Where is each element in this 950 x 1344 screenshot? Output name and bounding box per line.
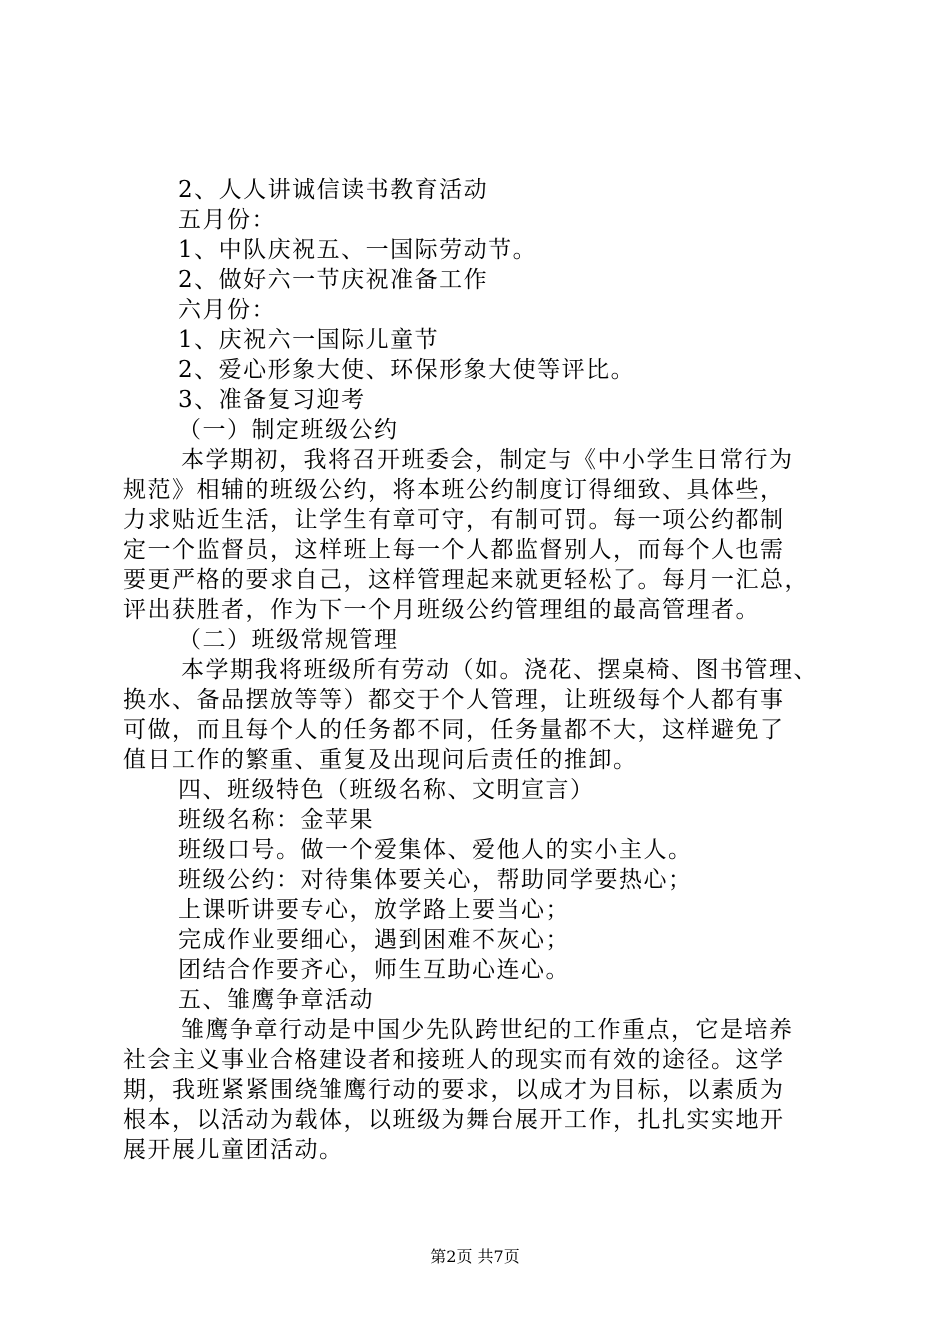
text-line: 团结合作要齐心，师生互助心连心。 bbox=[178, 957, 570, 983]
text-line: 六月份： bbox=[178, 297, 276, 323]
paragraph bbox=[123, 445, 835, 625]
paragraph-line: 根本，以活动为载体，以班级为舞台展开工作，扎扎实实地开 bbox=[123, 1107, 785, 1133]
paragraph-line: 规范》相辅的班级公约，将本班公约制度订得细致、具体些， bbox=[123, 477, 785, 503]
paragraph-line: 定一个监督员，这样班上每一个人都监督别人，而每个人也需 bbox=[123, 537, 785, 563]
paragraph bbox=[123, 655, 835, 775]
text-line: 班级口号。做一个爱集体、爱他人的实小主人。 bbox=[178, 837, 693, 863]
paragraph-line: 可做，而且每个人的任务都不同，任务量都不大，这样避免了 bbox=[123, 717, 785, 743]
text-line: 班级名称：金苹果 bbox=[178, 807, 374, 833]
text-line: 2、人人讲诚信读书教育活动 bbox=[178, 177, 489, 203]
section-heading: 五、雏鹰争章活动 bbox=[178, 987, 374, 1013]
paragraph-line: 雏鹰争章行动是中国少先队跨世纪的工作重点，它是培养 bbox=[181, 1017, 794, 1043]
paragraph-line: 本学期初，我将召开班委会，制定与《中小学生日常行为 bbox=[181, 447, 794, 473]
paragraph-line: 值日工作的繁重、重复及出现问后责任的推卸。 bbox=[123, 747, 638, 773]
section-heading: 四、班级特色（班级名称、文明宣言） bbox=[178, 777, 595, 803]
text-line: 2、做好六一节庆祝准备工作 bbox=[178, 267, 489, 293]
paragraph-line: 要更严格的要求自己，这样管理起来就更轻松了。每月一汇总， bbox=[123, 567, 809, 593]
paragraph-line: 期，我班紧紧围绕雏鹰行动的要求，以成才为目标，以素质为 bbox=[123, 1077, 785, 1103]
text-line: 上课听讲要专心，放学路上要当心； bbox=[178, 897, 570, 923]
text-line: 1、庆祝六一国际儿童节 bbox=[178, 327, 440, 353]
document-body bbox=[123, 175, 835, 1165]
section-heading: （一）制定班级公约 bbox=[178, 417, 399, 443]
text-line: 完成作业要细心，遇到困难不灰心； bbox=[178, 927, 570, 953]
text-line: 3、准备复习迎考 bbox=[178, 387, 366, 413]
text-line: 1、中队庆祝五、一国际劳动节。 bbox=[178, 237, 538, 263]
paragraph-line: 展开展儿童团活动。 bbox=[123, 1137, 344, 1163]
section-heading: （二）班级常规管理 bbox=[178, 627, 399, 653]
paragraph-line: 社会主义事业合格建设者和接班人的现实而有效的途径。这学 bbox=[123, 1047, 785, 1073]
paragraph-line: 换水、备品摆放等等）都交于个人管理，让班级每个人都有事 bbox=[123, 687, 785, 713]
text-line: 班级公约：对待集体要关心，帮助同学要热心； bbox=[178, 867, 693, 893]
text-line: 五月份： bbox=[178, 207, 276, 233]
paragraph-line: 本学期我将班级所有劳动（如。浇花、摆桌椅、图书管理、 bbox=[181, 657, 818, 683]
text-line: 2、爱心形象大使、环保形象大使等评比。 bbox=[178, 357, 636, 383]
paragraph-line: 力求贴近生活，让学生有章可守，有制可罚。每一项公约都制 bbox=[123, 507, 785, 533]
page-footer: 第2页 共7页 bbox=[430, 1247, 520, 1266]
paragraph-line: 评出获胜者，作为下一个月班级公约管理组的最高管理者。 bbox=[123, 597, 760, 623]
paragraph bbox=[123, 1015, 835, 1165]
